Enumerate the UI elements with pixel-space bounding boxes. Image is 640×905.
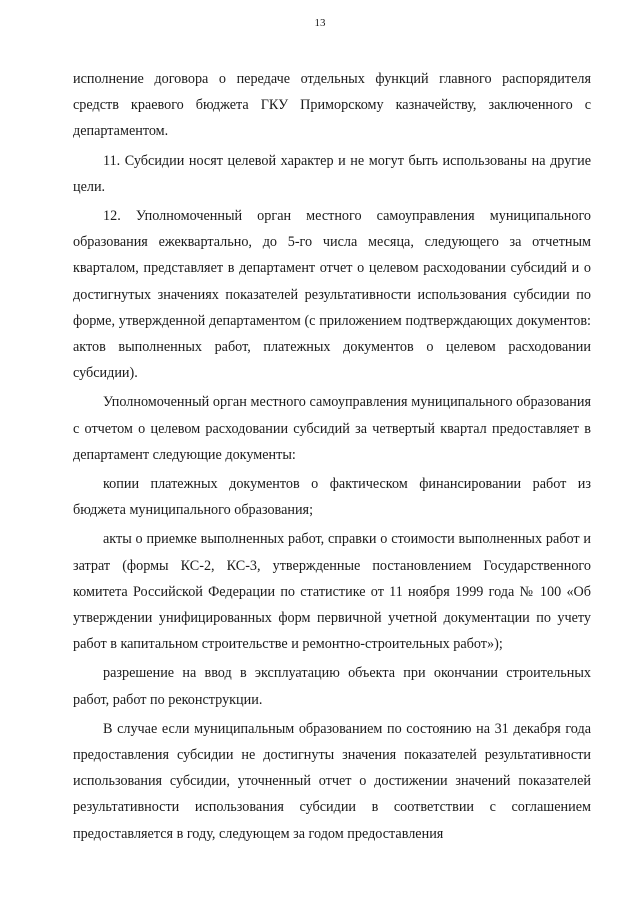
paragraph-item-11: 11. Субсидии носят целевой характер и не могут быть использованы на другие цели. [73,152,591,195]
paragraph-fourth-quarter-report: Уполномоченный орган местного самоуправления муниципального образования с отчетом о целевом расходовании субсидий за четвертый квартал предоставляет в департамент следующие документы: [73,394,591,463]
paragraph-item-12: 12. Уполномоченный орган местного самоуправления муниципального образования ежеквартально, до 5-го числа месяца, следующего за отчетным кварталом, представляет в департамент отчет о целевом расходовании субсидий и о достигнутых значениях показателей результативности использования субсидии по форме, утвержденной департаментом (с приложением подтверждающих документов: актов выполненных работ, платежных документов о целевом расходовании субсидии). [73,208,591,382]
paragraph-commissioning-permit: разрешение на ввод в эксплуатацию объекта при окончании строительных работ, работ по реконструкции. [73,665,591,708]
paragraph-updated-report: В случае если муниципальным образованием по состоянию на 31 декабря года предоставления субсидии не достигнуты значения показателей результативности использования субсидии, уточненный отчет о достижении значений показателей результативности использования субсидии в соответствии с соглашением предоставляется в году, следующем за годом предоставления [73,720,591,842]
document-body [73,66,591,847]
paragraph-payment-documents: копии платежных документов о фактическом финансировании работ из бюджета муниципального образования; [73,476,591,519]
page-number: 13 [314,17,326,29]
paragraph-contract-execution: исполнение договора о передаче отдельных функций главного распорядителя средств краевого бюджета ГКУ Приморскому казначейству, заключенного с департаментом. [73,71,591,140]
paragraph-acceptance-acts: акты о приемке выполненных работ, справки о стоимости выполненных работ и затрат (формы КС-2, КС-3, утвержденные постановлением Государственного комитета Российской Федерации по статистике от 11 ноября 1999 года № 100 «Об утверждении унифицированных форм первичной учетной документации по учету работ в капитальном строительстве и ремонтно-строительных работ»); [73,531,591,653]
